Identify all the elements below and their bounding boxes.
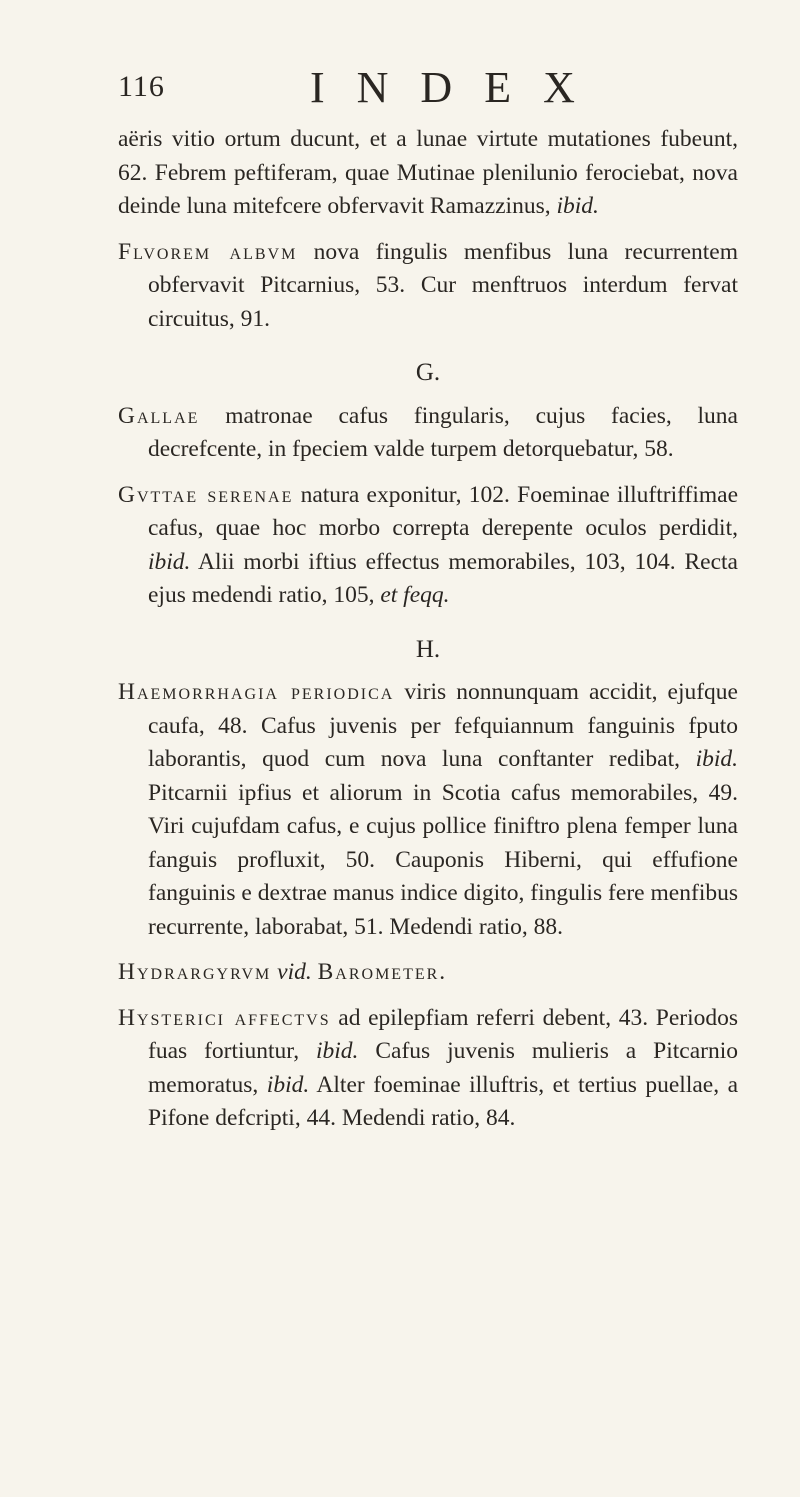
index-entry-aeris-continued [118,123,738,224]
entry-text: viris nonnunquam accidit, ejufque caufa, 48. Cafus juvenis per fefquiannum fanguinis fputo laborantis, quod cum nova luna conftanter redibat, [148,679,738,772]
entry-headword: Gvttae serenae [118,481,294,508]
entry-reference: ibid. [695,746,738,772]
entry-text: Cafus juvenis mulieris a Pitcarnio memoratus, [148,1038,738,1098]
entry-headword: Hydrargyrvm [118,959,272,985]
entry-headword: Gallae [118,402,200,429]
entry-text: matronae cafus fingularis, cujus facies, luna decrefcente, in fpeciem valde turpem detorquebatur, 58. [148,402,738,462]
entry-text: natura exponitur, 102. Foeminae illuftriffimae cafus, quae hoc morbo correpta derepente oculos perdidit, [148,481,738,541]
running-title: INDEX [310,63,607,112]
cross-reference-target: Barometer. [317,959,448,985]
section-letter-h: H. [415,635,441,663]
entry-text: Pitcarnii ipfius et aliorum in Scotia cafus memorabiles, 49. Viri cujufdam cafus, e cujus pollice finiftro plena femper luna fanguis profluxit, 50. Cauponis Hiberni, qui effufione fanguinis e dextrae manus indice digito, fingulis fere menfibus recurrente, laborabat, 51. Medendi ratio, 88. [148,779,738,940]
entry-headword: Haemorrhagia periodica [118,679,395,705]
entry-reference: ibid. [315,1038,359,1064]
entry-reference: ibid. [148,548,191,575]
index-entry-haemorrhagia-periodica [118,676,738,944]
index-entry-hydrargyrum [118,956,738,990]
entry-text: Alii morbi iftius effectus memorabiles, 103, 104. Recta ejus medendi ratio, 105, [148,548,738,608]
page-number: 116 [118,70,165,103]
index-content [118,123,738,1148]
entry-headword: Flvorem albvm [118,238,298,265]
cross-reference-vid: vid. [271,959,318,985]
index-entry-gallae [118,400,738,467]
entry-reference: ibid. [266,1071,310,1098]
page-header [118,62,738,122]
entry-text: nova fingulis menfibus luna recurrentem obfervavit Pitcarnius, 53. Cur menftruos interdum fervat circuitus, 91. [148,238,738,332]
index-entry-hysterici-affectus [118,1002,738,1136]
section-letter-g: G. [415,359,441,386]
entry-headword: Hysterici affectvs [118,1004,331,1031]
entry-reference: ibid. [556,193,599,219]
index-entry-fluorem-album [118,236,738,337]
index-entry-guttae-serenae [118,479,738,613]
entry-text: Alter foeminae illuftris, et tertius puellae, a Pifone defcripti, 44. Medendi ratio, 84. [148,1071,738,1131]
entry-reference: et feqq. [380,582,450,608]
entry-text: aëris vitio ortum ducunt, et a lunae virtute mutationes fubeunt, 62. Febrem peftiferam, quae Mutinae plenilunio ferociebat, nova deinde luna mitefcere obfervavit Ramazzinus, [118,126,738,219]
entry-text: ad epilepfiam referri debent, 43. Periodos fuas fortiuntur, [148,1004,738,1064]
